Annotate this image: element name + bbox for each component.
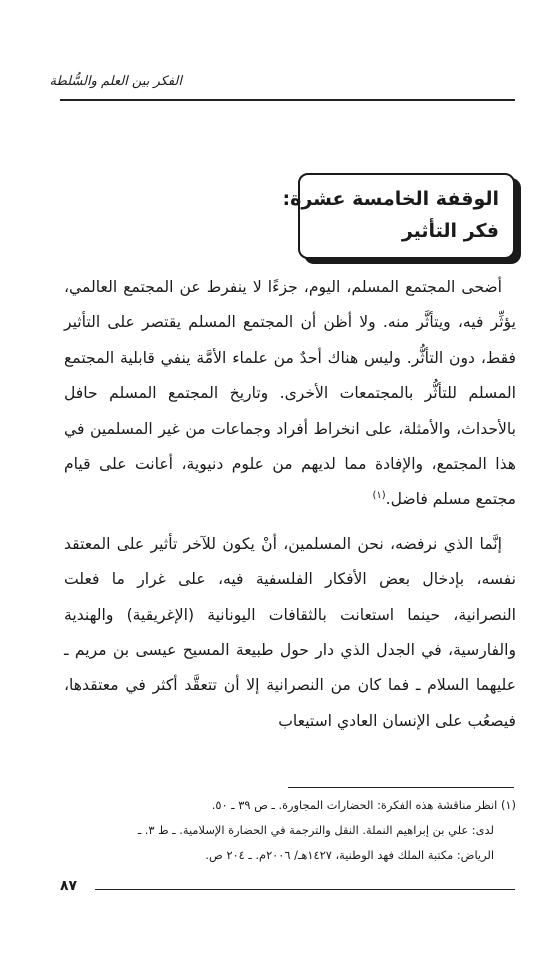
page-number: ٨٧ bbox=[60, 878, 78, 894]
footer-rule bbox=[95, 889, 515, 890]
footnote-rule bbox=[288, 787, 514, 788]
paragraph-1 bbox=[64, 270, 516, 518]
running-head: الفكر بين العلم والسُّلطة bbox=[49, 74, 182, 89]
section-heading-box bbox=[282, 173, 515, 259]
footnote-line-3: الرياض: مكتبة الملك فهد الوطنية، ١٤٢٧هـ/ ٢٠٠٦م. ـ ٢٠٤ ص. bbox=[205, 848, 494, 862]
body-text bbox=[64, 270, 516, 739]
section-heading-title: الوقفة الخامسة عشرة: bbox=[282, 188, 499, 210]
footnote-line-2: لدى: علي بن إبراهيم النملة. النقل والترجمة في الحضارة الإسلامية. ـ ط ٣. ـ bbox=[137, 823, 494, 837]
section-heading-subtitle: فكر التأثير bbox=[401, 220, 499, 242]
paragraph-2 bbox=[64, 527, 516, 739]
footnote-reference: (١) bbox=[372, 490, 386, 502]
footnotes bbox=[64, 793, 516, 868]
header-rule bbox=[60, 99, 515, 101]
paragraph-1-text: أضحى المجتمع المسلم، اليوم، جزءًا لا ينفرط عن المجتمع العالمي، يؤثِّر فيه، ويتأثَّر منه. ولا أظن أن المجتمع المسلم يقتصر على التأثير فقط، دون التأثُّر. وليس هناك أحدٌ من علماء الأمَّة ينفي قابلية المجتمع المسلم للتأثُّر بالمجتمعات الأخرى. وتاريخ المجتمع المسلم حافل بالأحداث، والأمثلة، على انخراط أفراد وجماعات من غير المسلمين في هذا المجتمع، والإفادة مما لديهم من علوم دنيوية، أعانت على قيام مجتمع مسلم فاضل. bbox=[64, 278, 516, 509]
paragraph-2-text: إنَّما الذي نرفضه، نحن المسلمين، أنْ يكون للآخر تأثير على المعتقد نفسه، بإدخال بعض الأفكار الفلسفية فيه، على غرار ما فعلت النصرانية، حينما استعانت بالثقافات اليونانية (الإغريقية) والهندية والفارسية، في الجدل الذي دار حول طبيعة المسيح عيسى بن مريم ـ عليهما السلام ـ فما كان من النصرانية إلا أن تتعقَّد أكثر في معتقدها، فيصعُب على الإنسان العادي استيعاب bbox=[64, 534, 516, 730]
footnote-line-1: (١) انظر مناقشة هذه الفكرة: الحضارات المجاورة. ـ ص ٣٩ ـ ٥٠. bbox=[211, 798, 516, 812]
